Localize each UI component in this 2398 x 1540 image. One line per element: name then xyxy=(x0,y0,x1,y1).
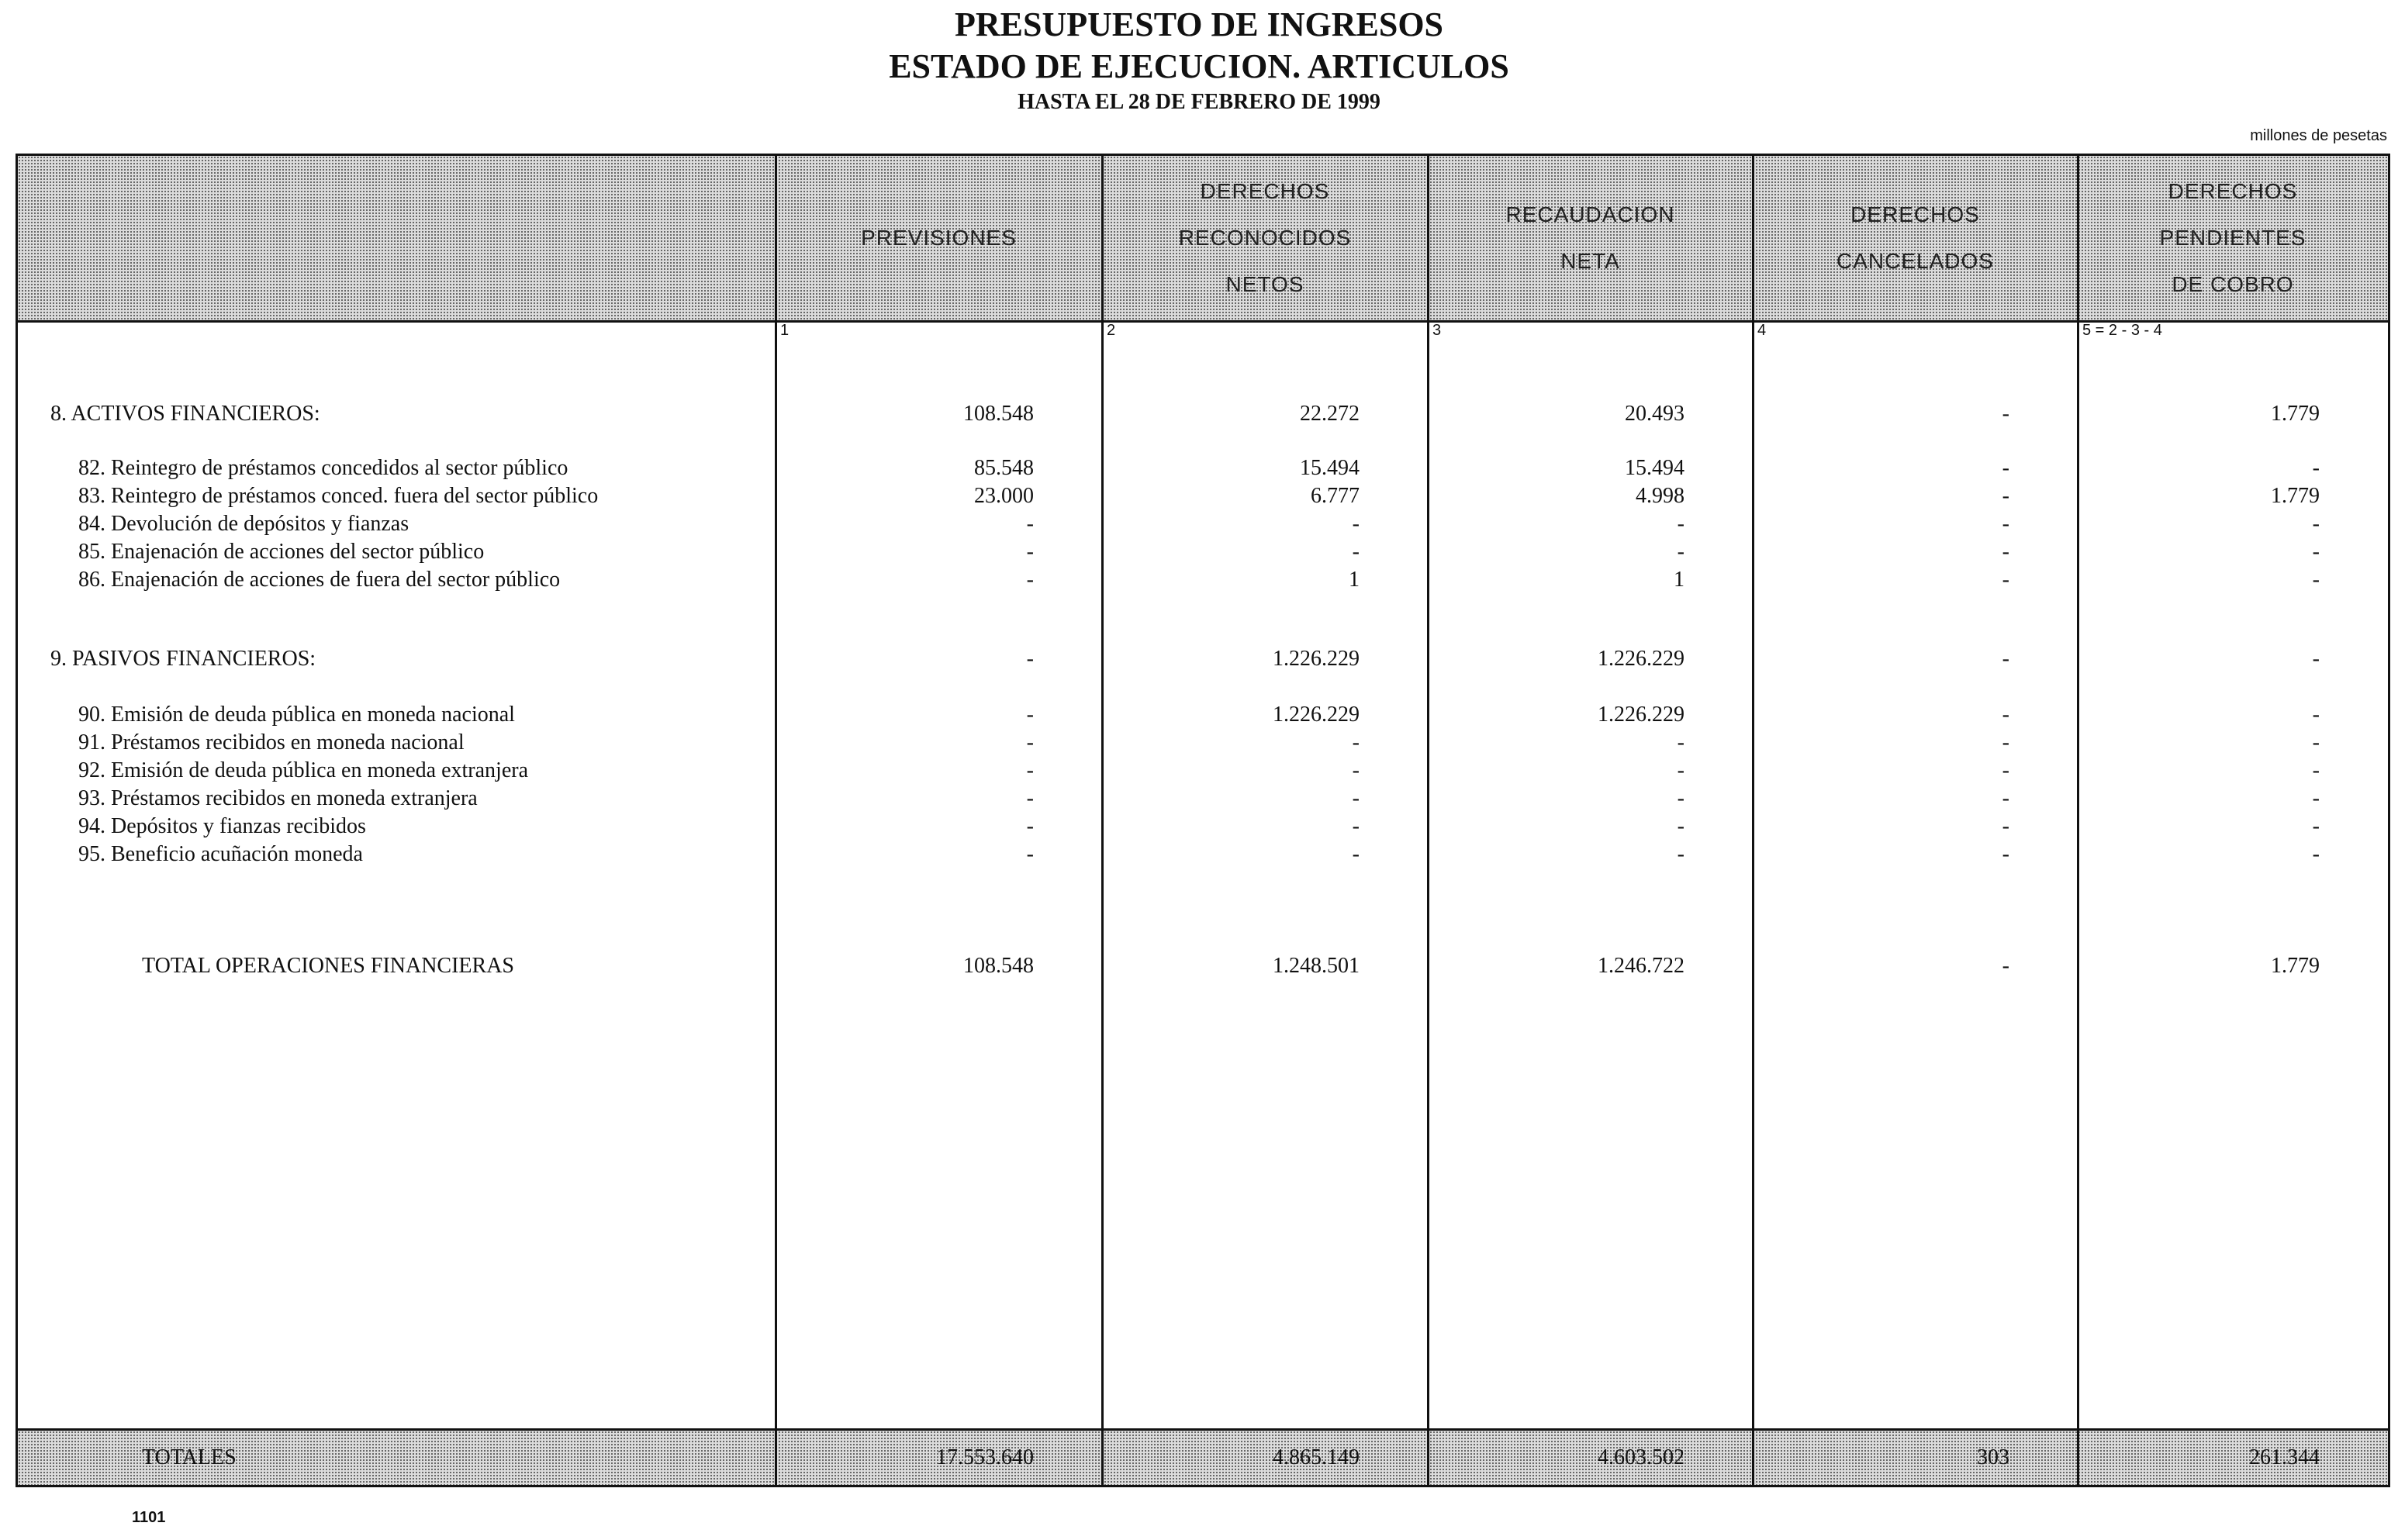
column-header xyxy=(776,156,1102,320)
cell-value: - xyxy=(1352,758,1360,782)
cell-value: 1.226.229 xyxy=(1273,703,1360,727)
cell-value: 1.779 xyxy=(2271,954,2320,978)
column-header-line: NETA xyxy=(1560,249,1620,273)
cell-value: - xyxy=(1352,842,1360,866)
cell-value: 1.246.722 xyxy=(1598,954,1684,978)
cell-value: - xyxy=(1677,842,1684,866)
cell-value: 15.494 xyxy=(1300,456,1360,480)
total-label: TOTAL OPERACIONES FINANCIERAS xyxy=(142,954,515,978)
item-label: 92. Emisión de deuda pública en moneda extranjera xyxy=(78,758,529,782)
cell-value: - xyxy=(1026,758,1034,782)
totals-label: TOTALES xyxy=(142,1445,237,1469)
report-subtitle: ESTADO DE EJECUCION. ARTICULOS xyxy=(889,47,1509,85)
report-title: PRESUPUESTO DE INGRESOS xyxy=(954,5,1444,43)
cell-value: 108.548 xyxy=(963,402,1034,426)
column-divider xyxy=(1101,156,1104,1485)
units-note: millones de pesetas xyxy=(2250,127,2387,144)
report-date: HASTA EL 28 DE FEBRERO DE 1999 xyxy=(1018,90,1380,114)
cell-value: 1.226.229 xyxy=(1598,647,1684,671)
cell-value: 1.779 xyxy=(2271,484,2320,508)
cell-value: 85.548 xyxy=(974,456,1034,480)
cell-value: 4.998 xyxy=(1636,484,1684,508)
cell-value: - xyxy=(1352,512,1360,536)
cell-value: - xyxy=(1026,730,1034,754)
cell-value: 22.272 xyxy=(1300,402,1360,426)
column-divider xyxy=(775,156,777,1485)
column-header-line: PREVISIONES xyxy=(861,226,1017,250)
cell-value: - xyxy=(2312,786,2320,810)
cell-value: - xyxy=(2002,484,2009,508)
item-label: 94. Depósitos y fianzas recibidos xyxy=(78,814,366,838)
column-header-line: DERECHOS xyxy=(2168,179,2298,203)
section-label: 9. PASIVOS FINANCIEROS: xyxy=(50,647,316,671)
cell-value: - xyxy=(2312,540,2320,564)
cell-value: - xyxy=(2312,758,2320,782)
cell-value: - xyxy=(2002,954,2009,978)
column-header-line: CANCELADOS xyxy=(1837,249,1994,273)
column-header-line: DERECHOS xyxy=(1200,179,1330,203)
item-label: 95. Beneficio acuñación moneda xyxy=(78,842,363,866)
cell-value: - xyxy=(2002,814,2009,838)
cell-value: - xyxy=(1352,814,1360,838)
cell-value: - xyxy=(2312,730,2320,754)
cell-value: - xyxy=(1026,568,1034,592)
cell-value: - xyxy=(1026,814,1034,838)
column-header xyxy=(1428,156,1753,320)
totals-value: 303 xyxy=(1977,1445,2009,1469)
cell-value: - xyxy=(1026,512,1034,536)
cell-value: 108.548 xyxy=(963,954,1034,978)
cell-value: - xyxy=(2312,703,2320,727)
budget-table xyxy=(16,154,2390,1487)
cell-value: 23.000 xyxy=(974,484,1034,508)
cell-value: - xyxy=(2002,512,2009,536)
cell-value: - xyxy=(1026,540,1034,564)
page-code: 1101 xyxy=(132,1509,166,1526)
cell-value: 1.226.229 xyxy=(1273,647,1360,671)
item-label: 85. Enajenación de acciones del sector público xyxy=(78,540,485,564)
cell-value: 1.226.229 xyxy=(1598,703,1684,727)
cell-value: - xyxy=(2312,512,2320,536)
column-header-line: NETOS xyxy=(1225,272,1304,296)
cell-value: - xyxy=(1352,786,1360,810)
column-header-line: DE COBRO xyxy=(2172,272,2294,296)
totals-value: 4.603.502 xyxy=(1598,1445,1684,1469)
column-divider xyxy=(2077,156,2079,1485)
cell-value: 6.777 xyxy=(1311,484,1360,508)
column-header xyxy=(2078,156,2388,320)
cell-value: - xyxy=(2002,842,2009,866)
cell-value: - xyxy=(2002,568,2009,592)
totals-value: 261.344 xyxy=(2249,1445,2320,1469)
column-header-line: DERECHOS xyxy=(1850,202,1980,226)
cell-value: - xyxy=(2002,647,2009,671)
item-label: 90. Emisión de deuda pública en moneda nacional xyxy=(78,703,515,727)
cell-value: - xyxy=(2312,814,2320,838)
item-label: 84. Devolución de depósitos y fianzas xyxy=(78,512,409,536)
item-label: 82. Reintegro de préstamos concedidos al sector público xyxy=(78,456,568,480)
cell-value: - xyxy=(1026,647,1034,671)
column-number: 2 xyxy=(1107,322,1116,339)
column-header xyxy=(1753,156,2078,320)
totals-value: 17.553.640 xyxy=(936,1445,1034,1469)
column-header-line: RECAUDACION xyxy=(1505,202,1675,226)
cell-value: - xyxy=(2002,703,2009,727)
cell-value: 20.493 xyxy=(1625,402,1684,426)
column-header-line: RECONOCIDOS xyxy=(1178,226,1352,250)
cell-value: - xyxy=(2312,568,2320,592)
column-number: 5 = 2 - 3 - 4 xyxy=(2082,322,2162,339)
column-header xyxy=(1102,156,1428,320)
column-number: 4 xyxy=(1757,322,1767,339)
cell-value: - xyxy=(2002,540,2009,564)
cell-value: - xyxy=(1677,512,1684,536)
cell-value: 15.494 xyxy=(1625,456,1684,480)
cell-value: - xyxy=(2002,456,2009,480)
item-label: 86. Enajenación de acciones de fuera del sector público xyxy=(78,568,561,592)
cell-value: - xyxy=(1677,786,1684,810)
column-number: 3 xyxy=(1432,322,1442,339)
column-number: 1 xyxy=(780,322,790,339)
cell-value: - xyxy=(1026,786,1034,810)
cell-value: - xyxy=(1677,814,1684,838)
column-divider xyxy=(1752,156,1754,1485)
cell-value: - xyxy=(2312,647,2320,671)
cell-value: - xyxy=(1677,730,1684,754)
item-label: 93. Préstamos recibidos en moneda extranjera xyxy=(78,786,478,810)
cell-value: - xyxy=(1677,540,1684,564)
cell-value: - xyxy=(2002,758,2009,782)
cell-value: 1 xyxy=(1674,568,1684,592)
cell-value: - xyxy=(2002,402,2009,426)
cell-value: - xyxy=(1026,703,1034,727)
column-header-line: PENDIENTES xyxy=(2159,226,2306,250)
cell-value: 1 xyxy=(1349,568,1360,592)
cell-value: - xyxy=(2312,456,2320,480)
item-label: 91. Préstamos recibidos en moneda nacional xyxy=(78,730,465,754)
cell-value: - xyxy=(1026,842,1034,866)
cell-value: 1.779 xyxy=(2271,402,2320,426)
totals-value: 4.865.149 xyxy=(1273,1445,1360,1469)
cell-value: - xyxy=(2002,786,2009,810)
cell-value: - xyxy=(2312,842,2320,866)
cell-value: - xyxy=(1677,758,1684,782)
section-label: 8. ACTIVOS FINANCIEROS: xyxy=(50,402,320,426)
item-label: 83. Reintegro de préstamos conced. fuera del sector público xyxy=(78,484,599,508)
column-divider xyxy=(1427,156,1429,1485)
cell-value: - xyxy=(2002,730,2009,754)
cell-value: - xyxy=(1352,540,1360,564)
cell-value: 1.248.501 xyxy=(1273,954,1360,978)
cell-value: - xyxy=(1352,730,1360,754)
